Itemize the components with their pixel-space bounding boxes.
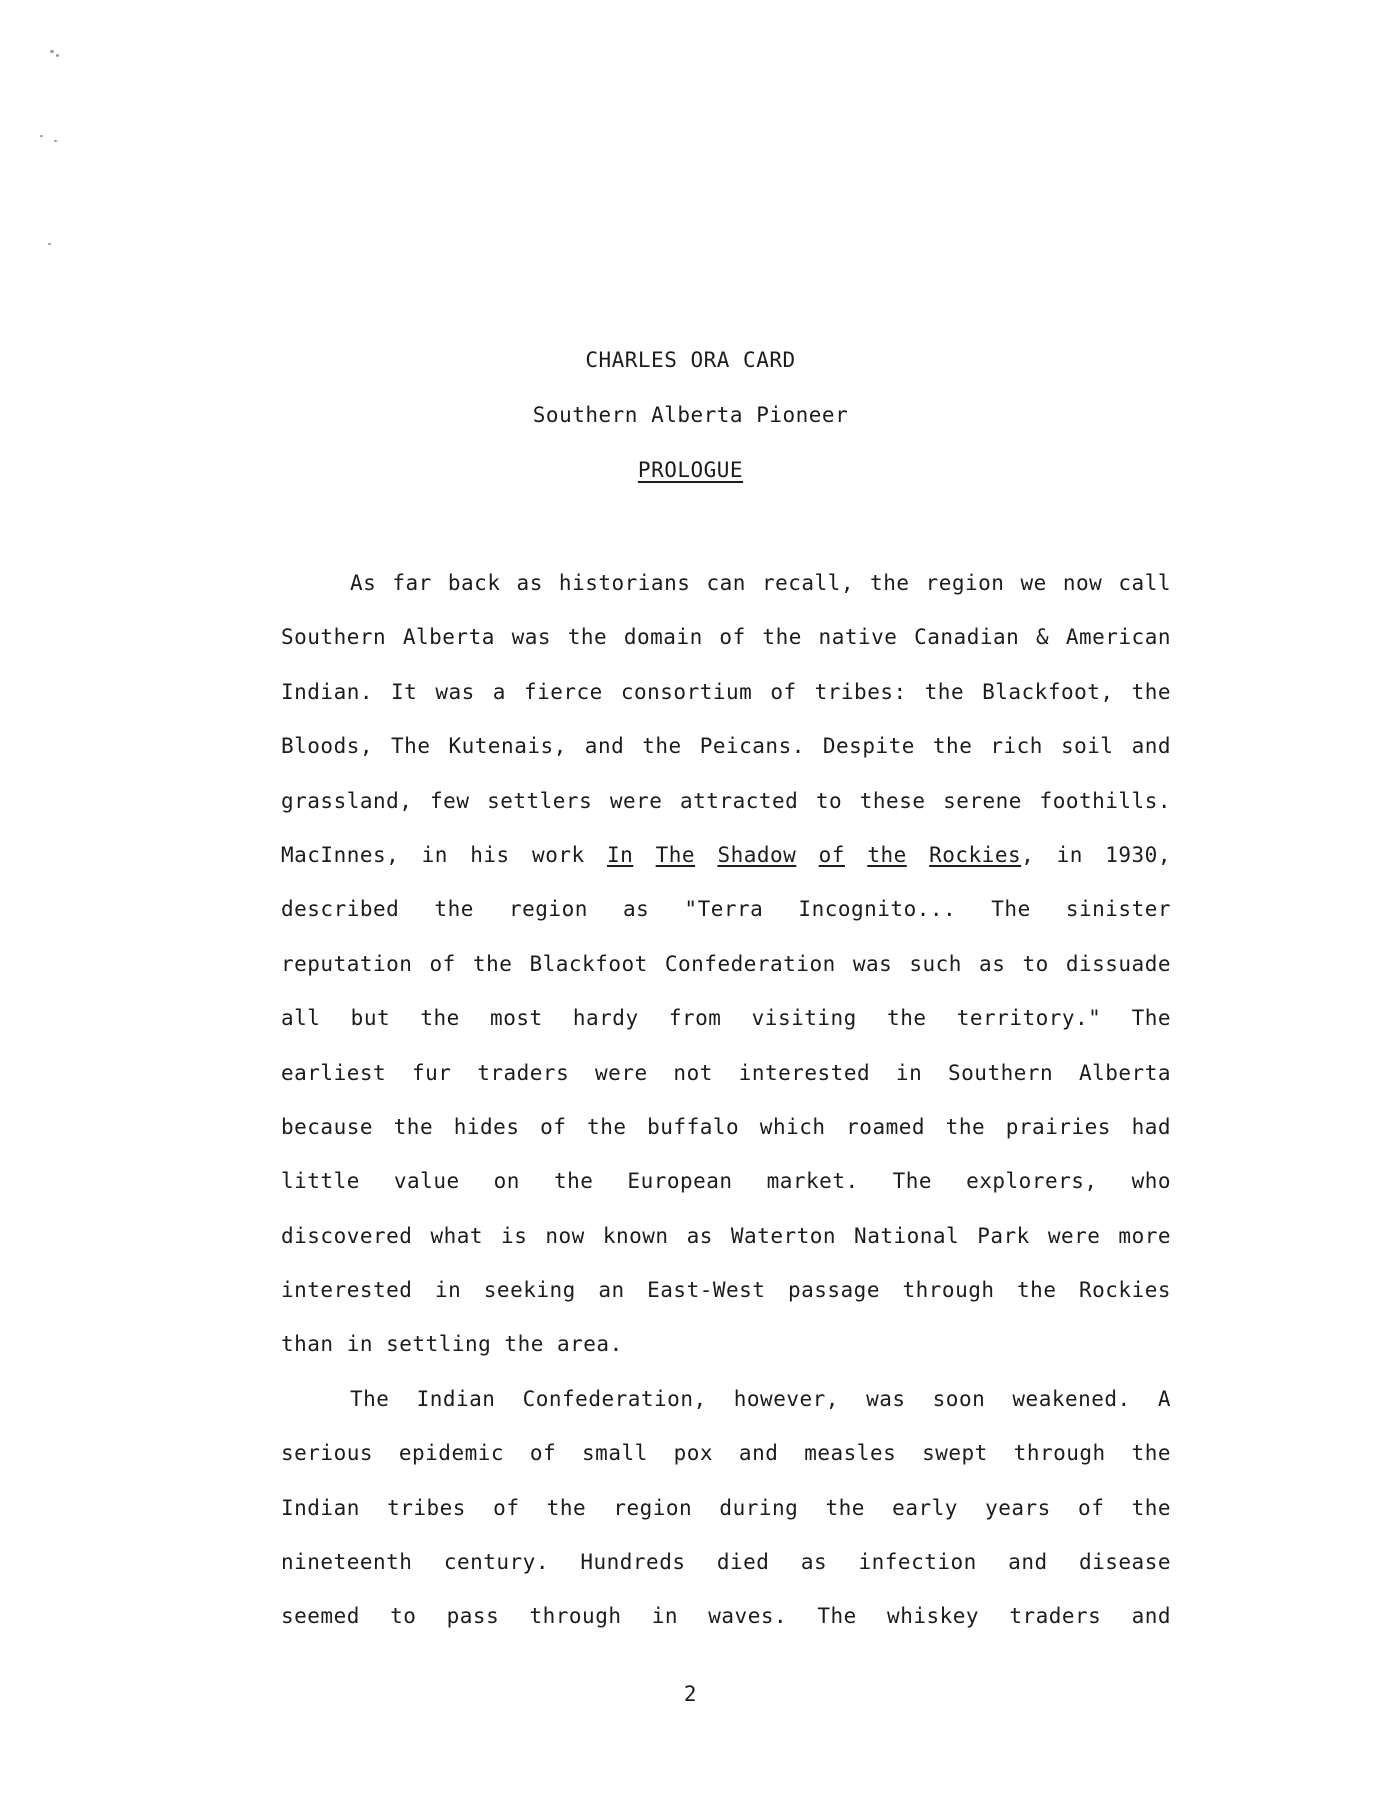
book-title-word: Shadow xyxy=(717,842,797,867)
section-heading-text: PROLOGUE xyxy=(637,458,744,482)
line-6-trail-text: , in 1930, xyxy=(1021,842,1171,867)
paragraph-1-line-11: because the hides of the buffalo which roamed the prairies had xyxy=(281,1114,1171,1139)
scan-speck xyxy=(48,243,51,245)
document-title: CHARLES ORA CARD xyxy=(585,348,796,372)
document-subtitle: Southern Alberta Pioneer xyxy=(532,403,849,427)
paragraph-1-line-2: Southern Alberta was the domain of the native Canadian & American xyxy=(281,625,1171,650)
paragraph-2-line-5: seemed to pass through in waves. The whiskey traders and xyxy=(281,1604,1171,1629)
paragraph-1-line-14: interested in seeking an East-West passage through the Rockies xyxy=(281,1278,1171,1303)
book-title-word: the xyxy=(867,842,907,867)
body-text xyxy=(281,568,1171,1656)
book-title-word: In xyxy=(606,842,634,867)
paragraph-2-line-4: nineteenth century. Hundreds died as infection and disease xyxy=(281,1550,1171,1575)
scan-speck xyxy=(56,54,59,57)
paragraph-1-line-3: Indian. It was a fierce consortium of tribes: the Blackfoot, the xyxy=(281,679,1171,704)
scan-speck xyxy=(40,135,43,137)
paragraph-2-line-1: The Indian Confederation, however, was soon weakened. A xyxy=(350,1386,1171,1411)
paragraph-1-line-7: described the region as "Terra Incognito... The sinister xyxy=(281,897,1171,922)
paragraph-1-line-4: Bloods, The Kutenais, and the Peicans. Despite the rich soil and xyxy=(281,734,1171,759)
paragraph-1-line-5: grassland, few settlers were attracted to these serene foothills. xyxy=(281,788,1171,813)
paragraph-1-line-10: earliest fur traders were not interested in Southern Alberta xyxy=(281,1060,1171,1085)
book-title-word: of xyxy=(818,842,845,867)
scan-speck xyxy=(50,50,54,53)
book-title-word: Rockies xyxy=(929,842,1022,867)
paragraph-1-line-12: little value on the European market. The explorers, who xyxy=(281,1169,1171,1194)
page-number: 2 xyxy=(683,1682,698,1706)
paragraph-1-line-15: than in settling the area. xyxy=(281,1332,623,1357)
scan-speck xyxy=(54,140,57,142)
book-title-word: The xyxy=(655,842,696,867)
line-6-lead-text: MacInnes, in his work xyxy=(281,842,607,867)
section-heading xyxy=(0,458,1381,482)
paragraph-1-line-13: discovered what is now known as Waterton National Park were more xyxy=(281,1223,1171,1248)
paragraph-1-line-6 xyxy=(281,840,1171,894)
paragraph-2-line-2: serious epidemic of small pox and measles swept through the xyxy=(281,1441,1171,1466)
paragraph-2-line-3: Indian tribes of the region during the early years of the xyxy=(281,1495,1171,1520)
paragraph-1-line-8: reputation of the Blackfoot Confederation was such as to dissuade xyxy=(281,951,1171,976)
paragraph-1-line-9: all but the most hardy from visiting the territory." The xyxy=(281,1006,1171,1031)
paragraph-1-line-1: As far back as historians can recall, the region we now call xyxy=(350,571,1171,595)
